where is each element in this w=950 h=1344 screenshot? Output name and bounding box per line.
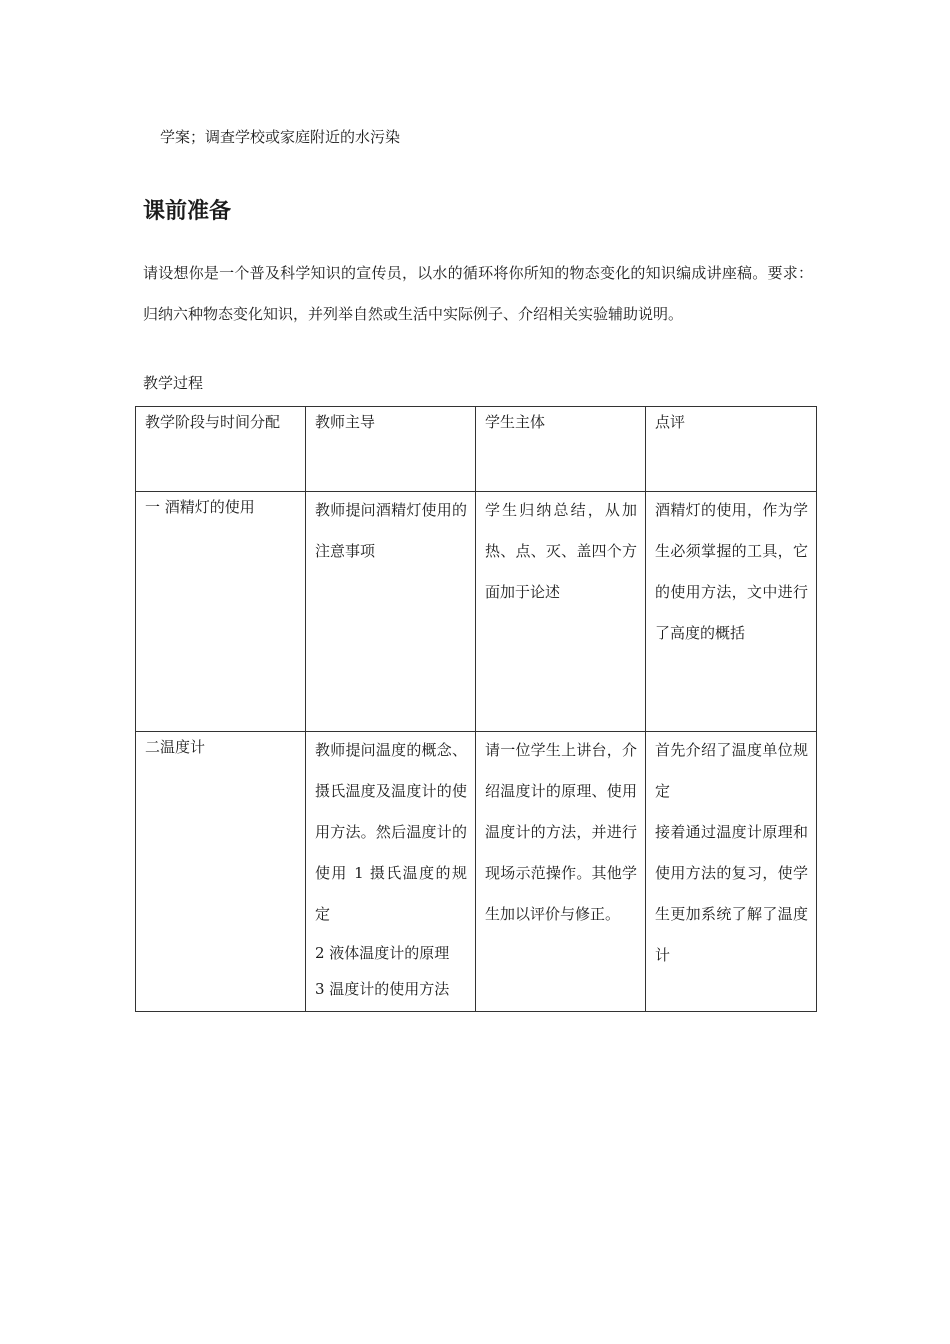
comment-lines: [655, 730, 808, 976]
teacher-text: 教师提问酒精灯使用的注意事项: [315, 501, 467, 560]
comment-line: 首先介绍了温度单位规定: [655, 741, 808, 800]
teacher-cell: [306, 732, 476, 1012]
header-teacher-text: 教师主导: [315, 413, 376, 431]
preparation-paragraph: [143, 253, 813, 335]
header-comment-text: 点评: [655, 413, 686, 431]
teacher-line: 2 液体温度计的原理: [315, 944, 450, 962]
table-header-row: [136, 407, 817, 492]
stage-text: 二温度计: [145, 738, 206, 756]
header-student-text: 学生主体: [485, 413, 546, 431]
table-row: [136, 492, 817, 732]
comment-text: 酒精灯的使用，作为学生必须掌握的工具，它的使用方法，文中进行了高度的概括: [655, 501, 808, 642]
student-cell: [476, 732, 646, 1012]
comment-cell: [646, 492, 817, 732]
section-heading: 课前准备: [143, 199, 232, 224]
table-row: [136, 732, 817, 1012]
teacher-cell: [306, 492, 476, 732]
lesson-table: [135, 406, 817, 1012]
student-text: 学生归纳总结，从加热、点、灭、盖四个方面加于论述: [485, 501, 637, 601]
stage-cell: [136, 732, 306, 1012]
header-stage-text: 教学阶段与时间分配: [145, 413, 281, 431]
process-label: 教学过程: [143, 374, 204, 392]
stage-cell: [136, 492, 306, 732]
teacher-line: 3 温度计的使用方法: [315, 980, 450, 998]
comment-line: 接着通过温度计原理和使用方法的复习，使学生更加系统了解了温度计: [655, 823, 808, 964]
student-text: 请一位学生上讲台，介绍温度计的原理、使用温度计的方法，并进行现场示范操作。其他学生加以评价与修正。: [485, 741, 637, 923]
stage-text: 一 酒精灯的使用: [145, 498, 255, 516]
preparation-text: 请设想你是一个普及科学知识的宣传员，以水的循环将你所知的物态变化的知识编成讲座稿。要求：归纳六种物态变化知识，并列举自然或生活中实际例子、介绍相关实验辅助说明。: [143, 264, 813, 323]
intro-line: 学案；调查学校或家庭附近的水污染: [160, 128, 401, 146]
teacher-line: 教师提问温度的概念、摄氏温度及温度计的使用方法。然后温度计的使用 1 摄氏温度的规定: [315, 741, 467, 923]
student-cell: [476, 492, 646, 732]
header-cell-comment: [646, 407, 817, 492]
header-cell-student: [476, 407, 646, 492]
comment-cell: [646, 732, 817, 1012]
header-cell-teacher: [306, 407, 476, 492]
header-cell-stage: [136, 407, 306, 492]
teacher-lines: [315, 730, 467, 1007]
